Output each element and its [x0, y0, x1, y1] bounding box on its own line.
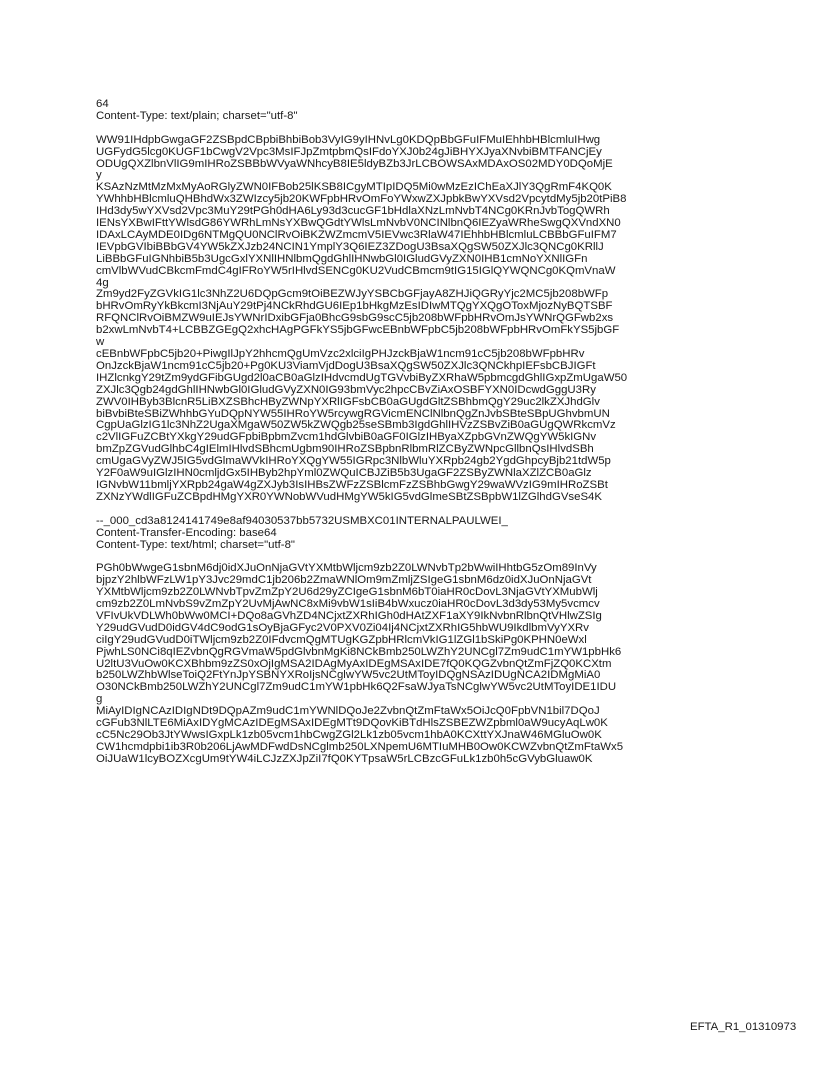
text-line: IHd3dy5wYXVsd2Vpc3MuY29tPGh0dHA6Ly93d3cucGF1bHdlaXNzLmNvbT4NCg0KRnJvbTogQWRh — [96, 205, 610, 218]
text-line: bmZpZGVudGlhbC4gIElmIHlvdSBhcmUgbm90IHRoZSBpbnRlbmRlZCByZWNpcGllbnQsIHlvdSBh — [96, 443, 594, 456]
text-line: YXMtbWljcm9zb2Z0LWNvbTpvZmZpY2U6d29yZCIgeG1sbnM6bT0iaHR0cDovL3NjaGVtYXMubWlj — [96, 586, 598, 599]
text-line: O30NCkBmb250LWZhY2UNCgl7Zm9udC1mYW1pbHk6Q2FsaWJyaTsNCglwYW5vc2UtMToyIDE1IDU — [96, 681, 617, 694]
text-line: ZXJlc3Qgb24gdGhlIHNwbGl0IGludGVyZXN0IG93bmVyc2hpcCBvZiAxOSBFYXN0IDcwdGggU3Ry — [96, 383, 596, 396]
text-line: ciIgY29udGVudD0iTWljcm9zb2Z0IFdvcmQgMTUgKGZpbHRlcmVkIG1lZGl1bSkiPg0KPHN0eWxl — [96, 633, 587, 646]
text-line: CgpUaGlzIG1lc3NhZ2UgaXMgaW50ZW5kZWQgb25seSBmb3IgdGhlIHVzZSBvZiB0aGUgQWRkcmVz — [96, 419, 616, 432]
text-block — [96, 516, 736, 552]
text-line: IENsYXBwIFttYWlsdG86YWRhLmNsYXBwQGdtYWlsLmNvbV0NCINlbnQ6IEZyaWRheSwgQXVndXN0 — [96, 217, 621, 230]
text-block — [96, 135, 736, 504]
text-line: y — [96, 169, 102, 182]
text-line: Y29udGVudD0idGV4dC9odG1sOyBjaGFyc2V0PXV0Zi04Ij4NCjxtZXRhIG5hbWU9IkdlbmVyYXRv — [96, 621, 589, 634]
text-line: MiAyIDIgNCAzIDIgNDt9DQpAZm9udC1mYWNlDQoJe2ZvbnQtZmFtaWx5OiJcQ0FpbVN1bil7DQoJ — [96, 705, 600, 718]
text-line: Zm9yd2FyZGVkIG1lc3NhZ2U6DQpGcm9tOiBEZWJyYSBCbGFjayA8ZHJiQGRyYjc2MC5jb208bWFp — [96, 288, 609, 301]
text-line: cGFub3NlLTE6MiAxIDYgMCAzIDEgMSAxIDEgMTt9DQovKiBTdHlsZSBEZWZpbml0aW9ucyAqLw0K — [96, 717, 608, 730]
text-line: LiBBbGFuIGNhbiB5b3UgcGxlYXNlIHNlbmQgdGhlIHNwbGl0IGludGVyZXN0IHB1cmNoYXNlIGFn — [96, 252, 588, 265]
document-id-footer: EFTA_R1_01310973 — [690, 1021, 797, 1033]
text-line: cmVlbWVudCBkcmFmdC4gIFRoYW5rIHlvdSENCg0KU2VudCBmcm9tIG15IGlQYWQNCg0KQmVnaW — [96, 264, 616, 277]
text-line: w — [96, 336, 105, 349]
text-line: U2ltU3VuOw0KCXBhbm9zZS0xOjIgMSA2IDAgMyAxIDEgMSAxIDE7fQ0KQGZvbnQtZmFjZQ0KCXtm — [96, 657, 612, 670]
text-line: CW1hcmdpbi1ib3R0b206LjAwMDFwdDsNCglmb250LXNpemU6MTIuMHB0Ow0KCWZvbnQtZmFtaWx5 — [96, 740, 624, 753]
text-line: YWhhbHBlcmluQHBhdWx3ZWIzcy5jb20KWFpbHRvOmFoYWxwZXJpbkBwYXVsd2VpcytdMy5jb20tPiB8 — [96, 193, 627, 206]
text-line: b2xwLmNvbT4+LCBBZGEgQ2xhcHAgPGFkYS5jbGFwcEBnbWFpbC5jb208bWFpbHRvOmFkYS5jbGF — [96, 324, 620, 337]
text-line: OiJUaW1lcyBOZXcgUm9tYW4iLCJzZXJpZiI7fQ0KYTpsaW5rLCBzcGFuLk1zb0h5cGVybGluaw0K — [96, 752, 593, 765]
text-line: b250LWZhbWlseToiQ2FtYnJpYSBNYXRoIjsNCglwYW5vc2UtMToyIDQgNSAzIDUgNCA2IDMgMiA0 — [96, 669, 601, 682]
text-line: 64 — [96, 98, 109, 110]
document-body — [96, 99, 736, 766]
text-line: cEBnbWFpbC5jb20+PiwgIlJpY2hhcmQgUmVzc2xlciIgPHJzckBjaW1ncm91cC5jb208bWFpbHRv — [96, 348, 585, 361]
text-line: cC5Nc29Ob3JtYWwsIGxpLk1zb05vcm1hbCwgZGl2Lk1zb05vcm1hbA0KCXttYXJnaW46MGluOw0K — [96, 728, 602, 741]
text-line: UGFydG5lcg0KUGF1bCwgV2Vpc3MsIFJpZmtpbmQsIFdoYXJ0b24gJiBHYXJyaXNvbiBMTFANCjEy — [96, 145, 602, 158]
text-line: biBvbiBteSBiZWhhbGYuDQpNYW55IHRoYW5rcywgRGVicmENClNlbnQgZnJvbSBteSBpUGhvbmUN — [96, 407, 610, 420]
text-line: Content-Transfer-Encoding: base64 — [96, 526, 277, 539]
text-line: PGh0bWwgeG1sbnM6dj0idXJuOnNjaGVtYXMtbWljcm9zb2Z0LWNvbTp2bWwiIHhtbG5zOm89InVy — [96, 562, 597, 575]
text-line: OnJzckBjaW1ncm91cC5jb20+Pg0KU3ViamVjdDogU3BsaXQgSW50ZXJlc3QNCkhpIEFsbCBJIGFt — [96, 359, 596, 372]
text-line: IDAxLCAyMDE0IDg6NTMgQU0NClRvOiBKZWZmcmV5IEVwc3RlaW47IEhhbHBlcmluLCBBbGFuIFM7 — [96, 228, 617, 241]
text-line: bjpzY2hlbWFzLW1pY3Jvc29mdC1jb206b2ZmaWNlOm9mZmljZSIgeG1sbnM6dz0idXJuOnNjaGVt — [96, 574, 592, 587]
paragraph-gap — [96, 504, 736, 516]
text-block — [96, 99, 736, 123]
text-line: Content-Type: text/html; charset="utf-8" — [96, 538, 295, 551]
text-line: g — [96, 693, 103, 706]
text-line: c2VlIGFuZCBtYXkgY29udGFpbiBpbmZvcm1hdGlvbiB0aGF0IGlzIHByaXZpbGVnZWQgYW5kIGNv — [96, 431, 597, 444]
text-line: ZXNzYWdlIGFuZCBpdHMgYXR0YWNobWVudHMgYW5kIG5vdGlmeSBtZSBpbW1lZGlhdGVseS4K — [96, 490, 602, 503]
text-line: RFQNClRvOiBMZW9uIEJsYWNrIDxibGFja0BhcG9sbG9scC5jb208bWFpbHRvOmJsYWNrQGFwb2xs — [96, 312, 614, 325]
text-line: IHZlcnkgY29tZm9ydGFibGUgd2l0aCB0aGlzIHdvcmdUgTGVvbiByZXRhaW5pbmcgdGhlIGxpZmUgaW50 — [96, 371, 628, 384]
text-line: IGNvbW11bmljYXRpb24gaW4gZXJyb3IsIHBsZWFzZSBlcmFzZSBhbGwgY29waWVzIG9mIHRoZSBt — [96, 478, 608, 491]
text-block — [96, 563, 736, 765]
text-line: WW91IHdpbGwgaGF2ZSBpdCBpbiBhbiBob3VyIG9yIHNvLg0KDQpBbGFuIFMuIEhhbHBlcmluIHwg — [96, 133, 601, 146]
text-line: Content-Type: text/plain; charset="utf-8" — [96, 109, 298, 122]
text-line: ODUgQXZlbnVlIG9mIHRoZSBBbWVyaWNhcyB8IE5ldyBZb3JrLCBOWSAxMDAxOS02MDY0DQoMjE — [96, 157, 613, 170]
text-line: KSAzNzMtMzMxMyAoRGlyZWN0IFBob25lKSB8ICgyMTIpIDQ5Mi0wMzEzIChEaXJlY3QgRmF4KQ0K — [96, 181, 612, 194]
text-line: Y2F0aW9uIGlzIHN0cmljdGx5IHByb2hpYml0ZWQuICBJZiB5b3UgaGF2ZSByZWNlaXZlZCB0aGlz — [96, 467, 592, 480]
text-line: cm9zb2Z0LmNvbS9vZmZpY2UvMjAwNC8xMi9vbW1sIiB4bWxucz0iaHR0cDovL3d3dy53My5vcmcv — [96, 598, 600, 611]
text-line: IEVpbGVIbiBBbGV4YW5kZXJzb24NCIN1YmplY3Q6IEZ3ZDogU3BsaXQgSW50ZXJlc3QNCg0KRllJ — [96, 240, 604, 253]
text-line: cmUgaGVyZWJ5IG5vdGlmaWVkIHRoYXQgYW55IGRpc3NlbWluYXRpb24gb2YgdGhpcyBjb21tdW5p — [96, 455, 611, 468]
text-line: 4g — [96, 276, 109, 289]
text-line: PjwhLS0NCi8qIEZvbnQgRGVmaW5pdGlvbnMgKi8NCkBmb250LWZhY2UNCgl7Zm9udC1mYW1pbHk6 — [96, 645, 622, 658]
text-line: VFIvUkVDLWh0bWw0MCI+DQo8aGVhZD4NCjxtZXRhIGh0dHAtZXF1aXY9IkNvbnRlbnQtVHlwZSIg — [96, 609, 602, 622]
text-line: bHRvOmRyYkBkcmI3NjAuY29tPj4NCkRhdGU6IEp1bHkgMzEsIDIwMTQgYXQgOToxMjozNyBQTSBF — [96, 300, 613, 313]
text-line: --_000_cd3a8124141749e8af94030537bb5732USMBXC01INTERNALPAULWEI_ — [96, 514, 508, 527]
paragraph-gap — [96, 123, 736, 135]
text-line: ZWV0IHByb3BlcnR5LiBXZSBhcHByZWNpYXRlIGFsbCB0aGUgdGltZSBhbmQgY29uc2lkZXJhdGlv — [96, 395, 600, 408]
